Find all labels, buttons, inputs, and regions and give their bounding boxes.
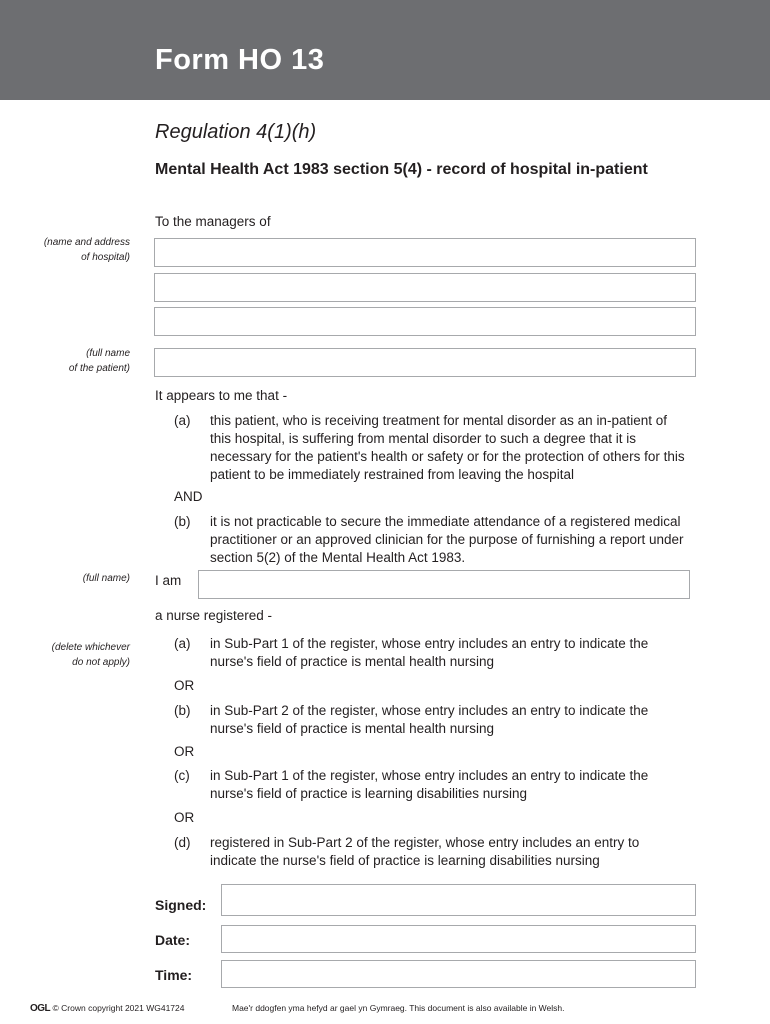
condition-a-label: (a) [174,413,191,428]
ogl-logo-icon: OGL [30,1003,51,1014]
and-text: AND [174,489,203,504]
form-title: Form HO 13 [155,44,325,76]
or-text-3: OR [174,810,195,825]
time-label: Time: [155,967,193,983]
or-text-2: OR [174,744,195,759]
nurse-registered-text: a nurse registered - [155,608,273,623]
nurse-option-d-label: (d) [174,835,191,850]
nurse-option-b-text: in Sub-Part 2 of the register, whose entry includes an entry to indicate the nurse's field of practice is mental health nursing [210,703,649,736]
to-managers-text: To the managers of [155,214,271,229]
full-name-note: (full name) [82,573,130,584]
footer-welsh-note: Mae'r ddogfen yma hefyd ar gael yn Gymraeg. This document is also available in Welsh. [232,1003,565,1013]
it-appears-text: It appears to me that - [155,388,288,403]
regulation-reference: Regulation 4(1)(h) [155,121,317,143]
nurse-option-a-label: (a) [174,636,191,651]
or-text-1: OR [174,678,195,693]
nurse-option-c-text: in Sub-Part 1 of the register, whose entry includes an entry to indicate the nurse's field of practice is learning disabilities nursing [210,768,649,801]
condition-b-label: (b) [174,514,191,529]
delete-note-line1: (delete whichever [51,642,130,653]
footer-copyright [30,1003,185,1014]
nurse-option-d-text: registered in Sub-Part 2 of the register, whose entry includes an entry to indicate the nurse's field of practice is learning disabilities nursing [210,835,640,868]
time-field[interactable] [221,960,696,988]
copyright-text: © Crown copyright 2021 WG41724 [52,1003,185,1013]
hospital-note-line1: (name and address [43,237,130,248]
header-banner [0,0,770,100]
delete-note [0,640,130,670]
hospital-name-field-3[interactable] [154,307,696,336]
patient-note [0,346,130,376]
condition-a-text: this patient, who is receiving treatment for mental disorder as an in-patient of this hospital, is suffering from mental disorder to such a degree that it is necessary for the patient's health or safety or for the protection of others for this patient to be immediately restrained from leaving the hospital [210,413,685,482]
nurse-name-field[interactable] [198,570,690,599]
act-title: Mental Health Act 1983 section 5(4) - record of hospital in-patient [155,161,648,178]
i-am-text: I am [155,573,182,588]
hospital-note-line2: of hospital) [81,252,130,263]
patient-note-line2: of the patient) [68,363,130,374]
hospital-name-field-1[interactable] [154,238,696,267]
nurse-option-b-label: (b) [174,703,191,718]
patient-name-field[interactable] [154,348,696,377]
date-label: Date: [155,932,191,948]
patient-note-line1: (full name [86,348,130,359]
nurse-option-c-label: (c) [174,768,190,783]
condition-b-text: it is not practicable to secure the immediate attendance of a registered medical practitioner or an approved clinician for the purpose of furnishing a report under section 5(2) of the Mental Health Act 1983. [210,514,684,565]
signed-label: Signed: [155,897,207,913]
nurse-option-a-text: in Sub-Part 1 of the register, whose entry includes an entry to indicate the nurse's field of practice is mental health nursing [210,636,649,669]
hospital-note [0,235,130,265]
signature-field[interactable] [221,884,696,916]
delete-note-line2: do not apply) [72,657,130,668]
hospital-name-field-2[interactable] [154,273,696,302]
date-field[interactable] [221,925,696,953]
